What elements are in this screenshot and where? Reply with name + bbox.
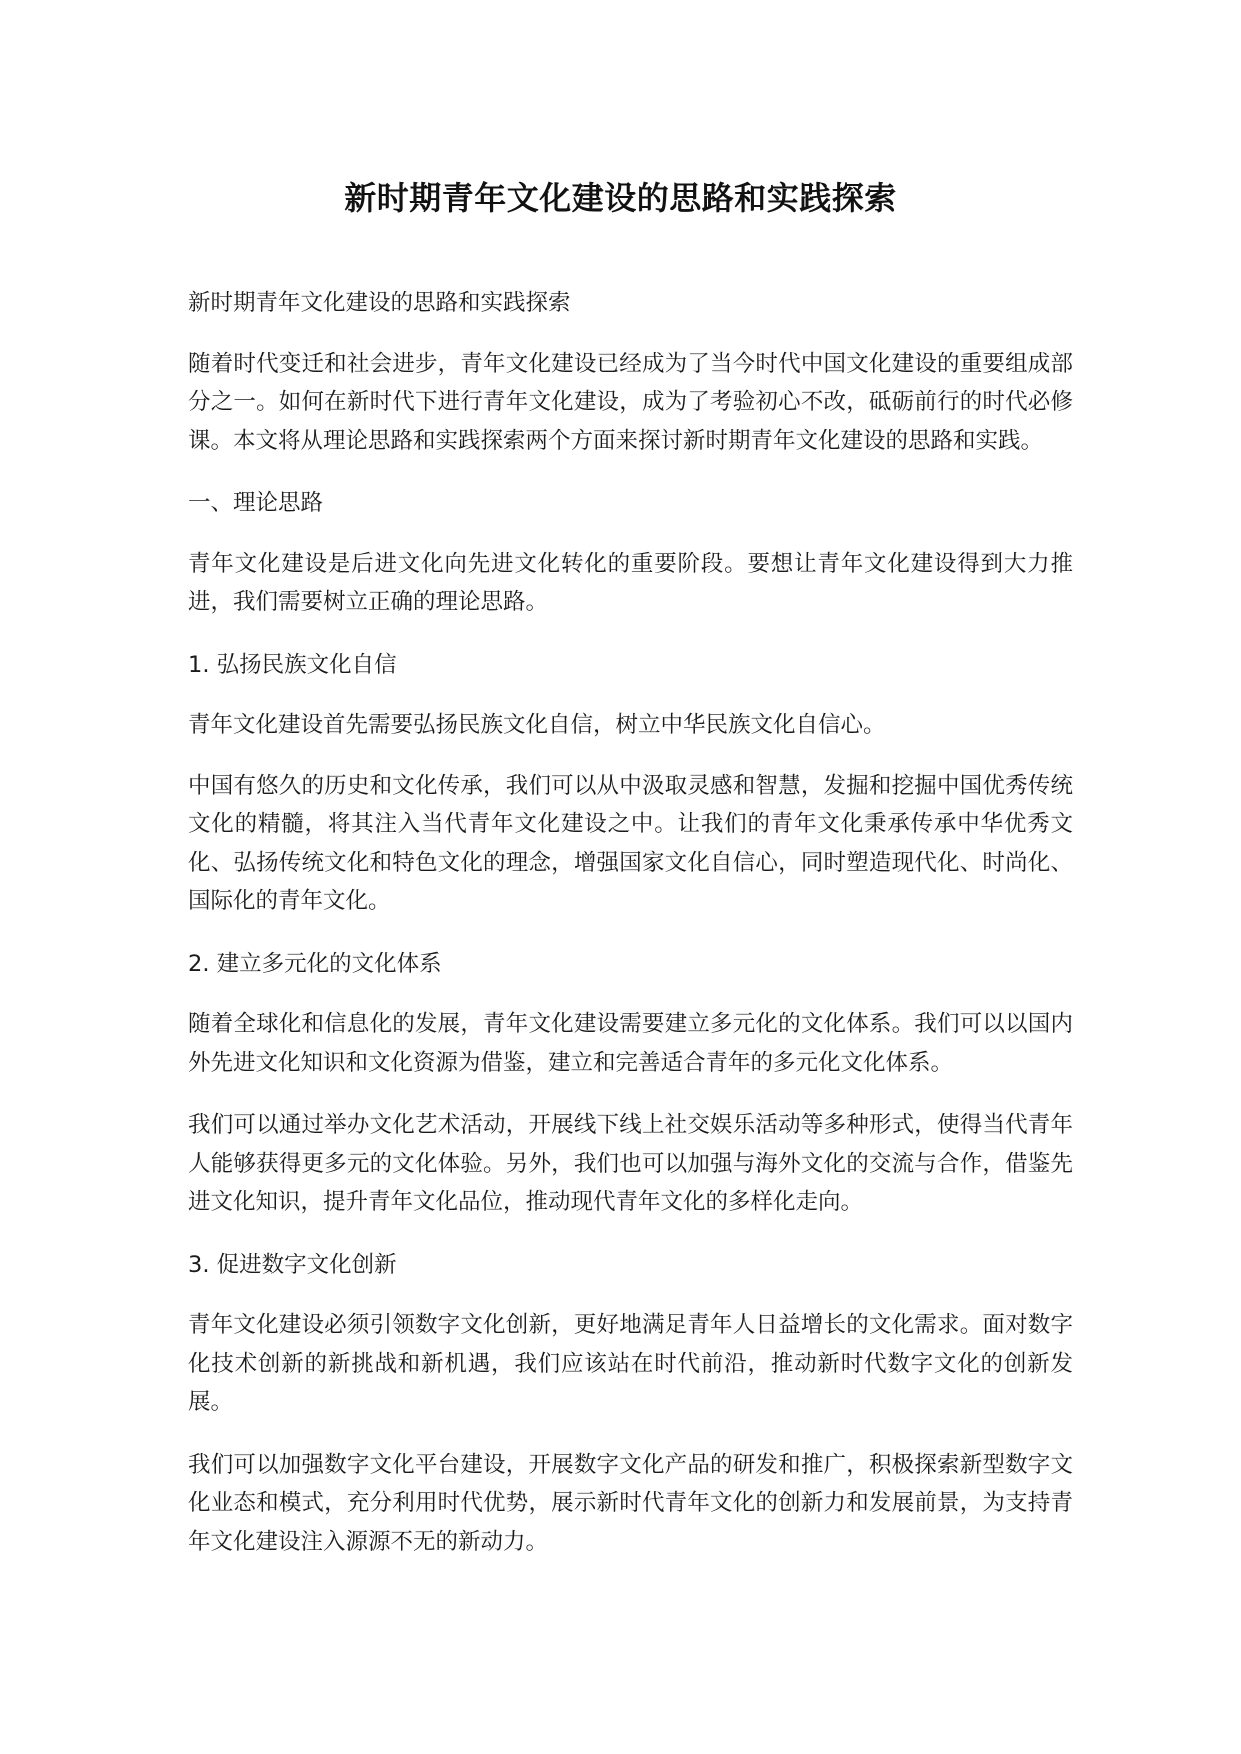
body-paragraph: 我们可以加强数字文化平台建设，开展数字文化产品的研发和推广，积极探索新型数字文化业态和模式，充分利用时代优势，展示新时代青年文化的创新力和发展前景，为支持青年文化建设注入源源不无的新动力。 [188,1451,1073,1555]
body-paragraph: 中国有悠久的历史和文化传承，我们可以从中汲取灵感和智慧，发掘和挖掘中国优秀传统文化的精髓，将其注入当代青年文化建设之中。让我们的青年文化秉承传承中华优秀文化、弘扬传统文化和特色文化的理念，增强国家文化自信心，同时塑造现代化、时尚化、国际化的青年文化。 [188,772,1073,914]
subtitle-paragraph: 新时期青年文化建设的思路和实践探索 [188,290,571,316]
body-paragraph: 随着全球化和信息化的发展，青年文化建设需要建立多元化的文化体系。我们可以以国内外先进文化知识和文化资源为借鉴，建立和完善适合青年的多元化文化体系。 [188,1011,1073,1076]
subheading-digital-innovation: 3. 促进数字文化创新 [188,1251,397,1278]
body-paragraph: 青年文化建设是后进文化向先进文化转化的重要阶段。要想让青年文化建设得到大力推进，我们需要树立正确的理论思路。 [188,550,1073,615]
document-title: 新时期青年文化建设的思路和实践探索 [344,179,897,217]
document-body [188,284,1073,1585]
section-heading-theory: 一、理论思路 [188,490,324,516]
intro-paragraph: 随着时代变迁和社会进步，青年文化建设已经成为了当今时代中国文化建设的重要组成部分之一。如何在新时代下进行青年文化建设，成为了考验初心不改，砥砺前行的时代必修课。本文将从理论思路和实践探索两个方面来探讨新时期青年文化建设的思路和实践。 [188,350,1073,454]
body-paragraph: 我们可以通过举办文化艺术活动，开展线下线上社交娱乐活动等多种形式，使得当代青年人能够获得更多元的文化体验。另外，我们也可以加强与海外文化的交流与合作，借鉴先进文化知识，提升青年文化品位，推动现代青年文化的多样化走向。 [188,1112,1073,1215]
body-paragraph: 青年文化建设首先需要弘扬民族文化自信，树立中华民族文化自信心。 [188,712,886,738]
subheading-diverse-system: 2. 建立多元化的文化体系 [188,950,442,977]
body-paragraph: 青年文化建设必须引领数字文化创新，更好地满足青年人日益增长的文化需求。面对数字化技术创新的新挑战和新机遇，我们应该站在时代前沿，推动新时代数字文化的创新发展。 [188,1312,1073,1415]
subheading-national-culture: 1. 弘扬民族文化自信 [188,651,397,678]
